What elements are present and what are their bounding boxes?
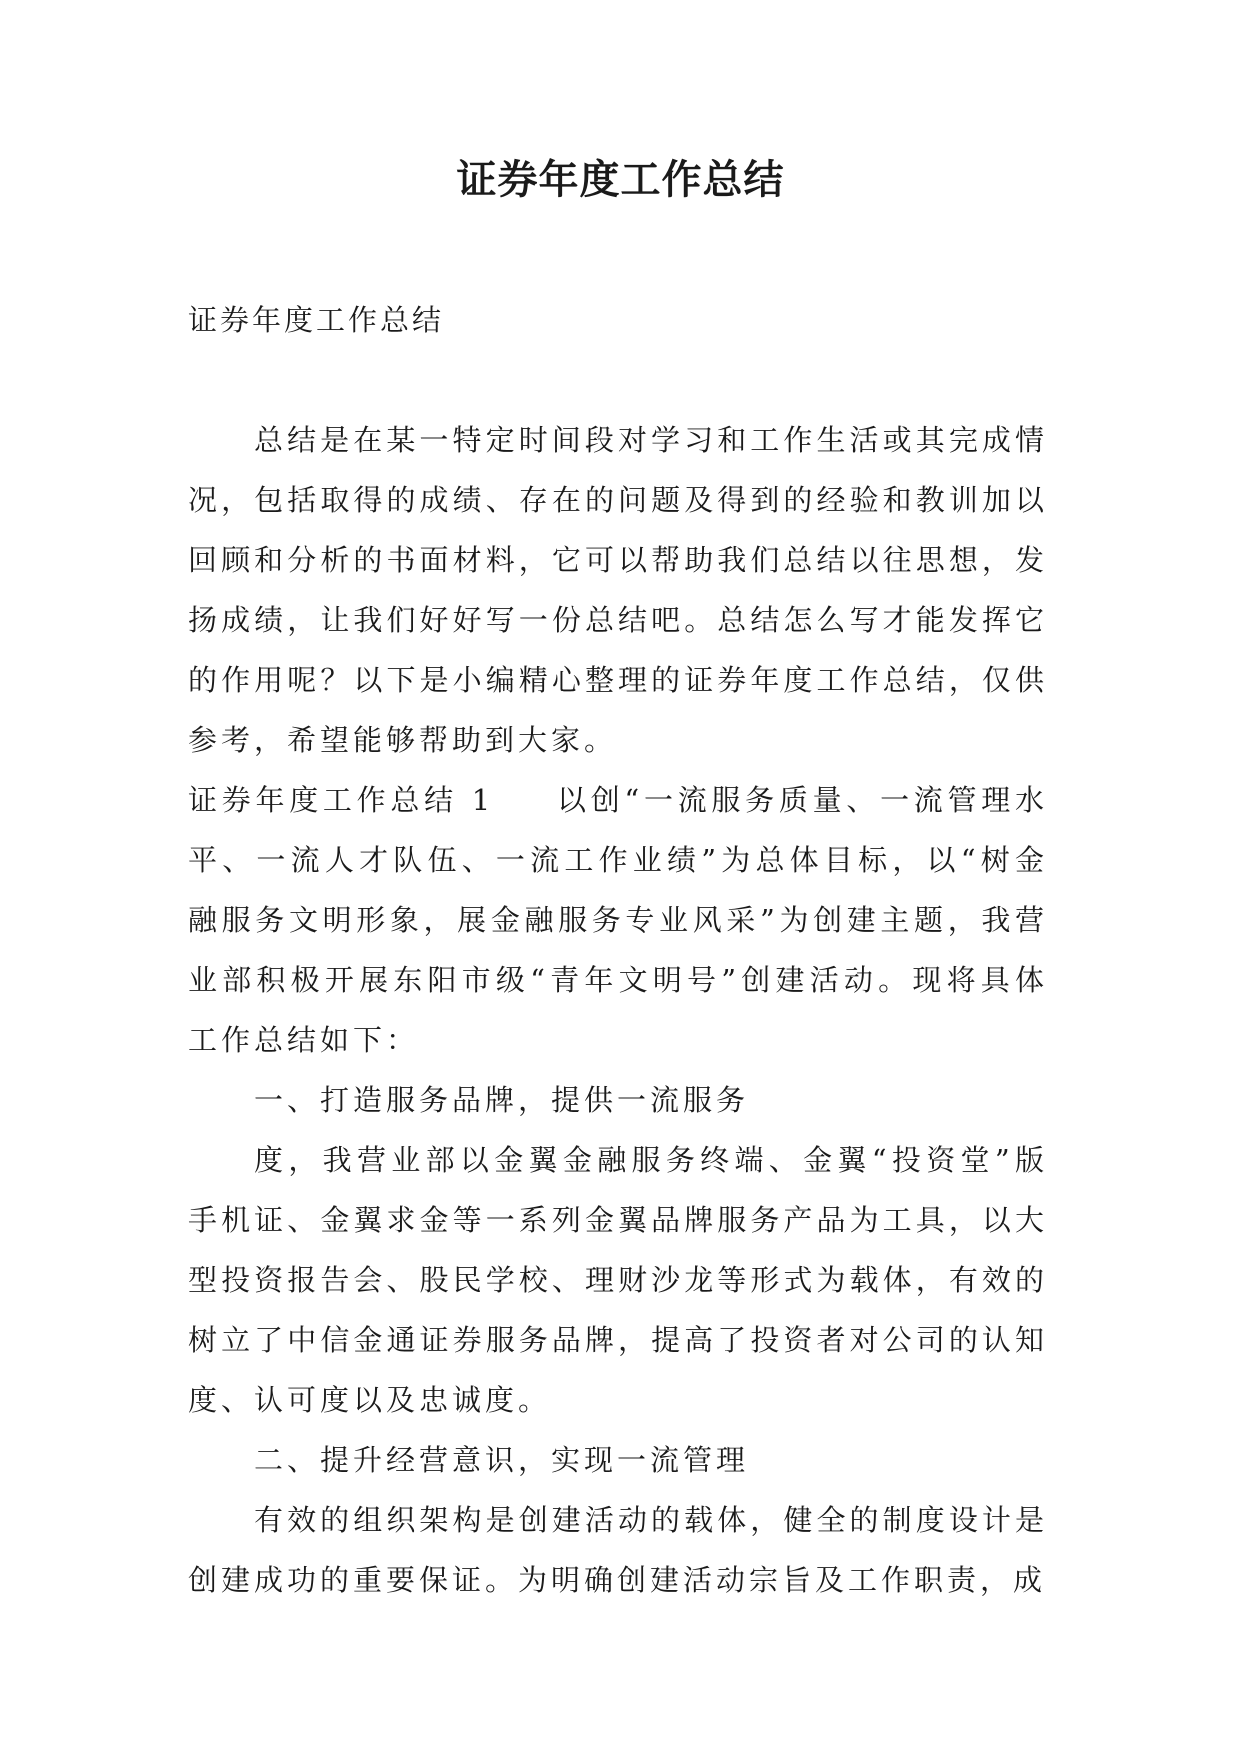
document-title: 证券年度工作总结 bbox=[456, 156, 785, 203]
heading-1: 一、打造服务品牌，提供一流服务 bbox=[254, 1083, 750, 1117]
document-body bbox=[188, 290, 1048, 1610]
body-1: 度，我营业部以金翼金融服务终端、金翼“投资堂”版手机证、金翼求金等一系列金翼品牌服务产品为工具，以大型投资报告会、股民学校、理财沙龙等形式为载体，有效的树立了中信金通证券服务品牌，提高了投资者对公司的认知度、认可度以及忠诚度。 bbox=[188, 1143, 1048, 1417]
section-1-paragraph bbox=[188, 770, 1048, 1070]
section-1-intro: 以创“一流服务质量、一流管理水平、一流人才队伍、一流工作业绩”为总体目标，以“树金融服务文明形象，展金融服务专业风采”为创建主题，我营业部积极开展东阳市级“青年文明号”创建活动。现将具体工作总结如下： bbox=[188, 783, 1048, 1057]
section-1-title: 证券年度工作总结 1 bbox=[188, 783, 495, 817]
intro-paragraph: 总结是在某一特定时间段对学习和工作生活或其完成情况，包括取得的成绩、存在的问题及得到的经验和教训加以回顾和分析的书面材料，它可以帮助我们总结以往思想，发扬成绩，让我们好好写一份总结吧。总结怎么写才能发挥它的作用呢？以下是小编精心整理的证券年度工作总结，仅供参考，希望能够帮助到大家。 bbox=[188, 423, 1048, 757]
body-2: 有效的组织架构是创建活动的载体，健全的制度设计是创建成功的重要保证。为明确创建活动宗旨及工作职责，成 bbox=[188, 1503, 1048, 1597]
document-subtitle: 证券年度工作总结 bbox=[188, 303, 445, 337]
heading-2: 二、提升经营意识，实现一流管理 bbox=[254, 1443, 750, 1477]
